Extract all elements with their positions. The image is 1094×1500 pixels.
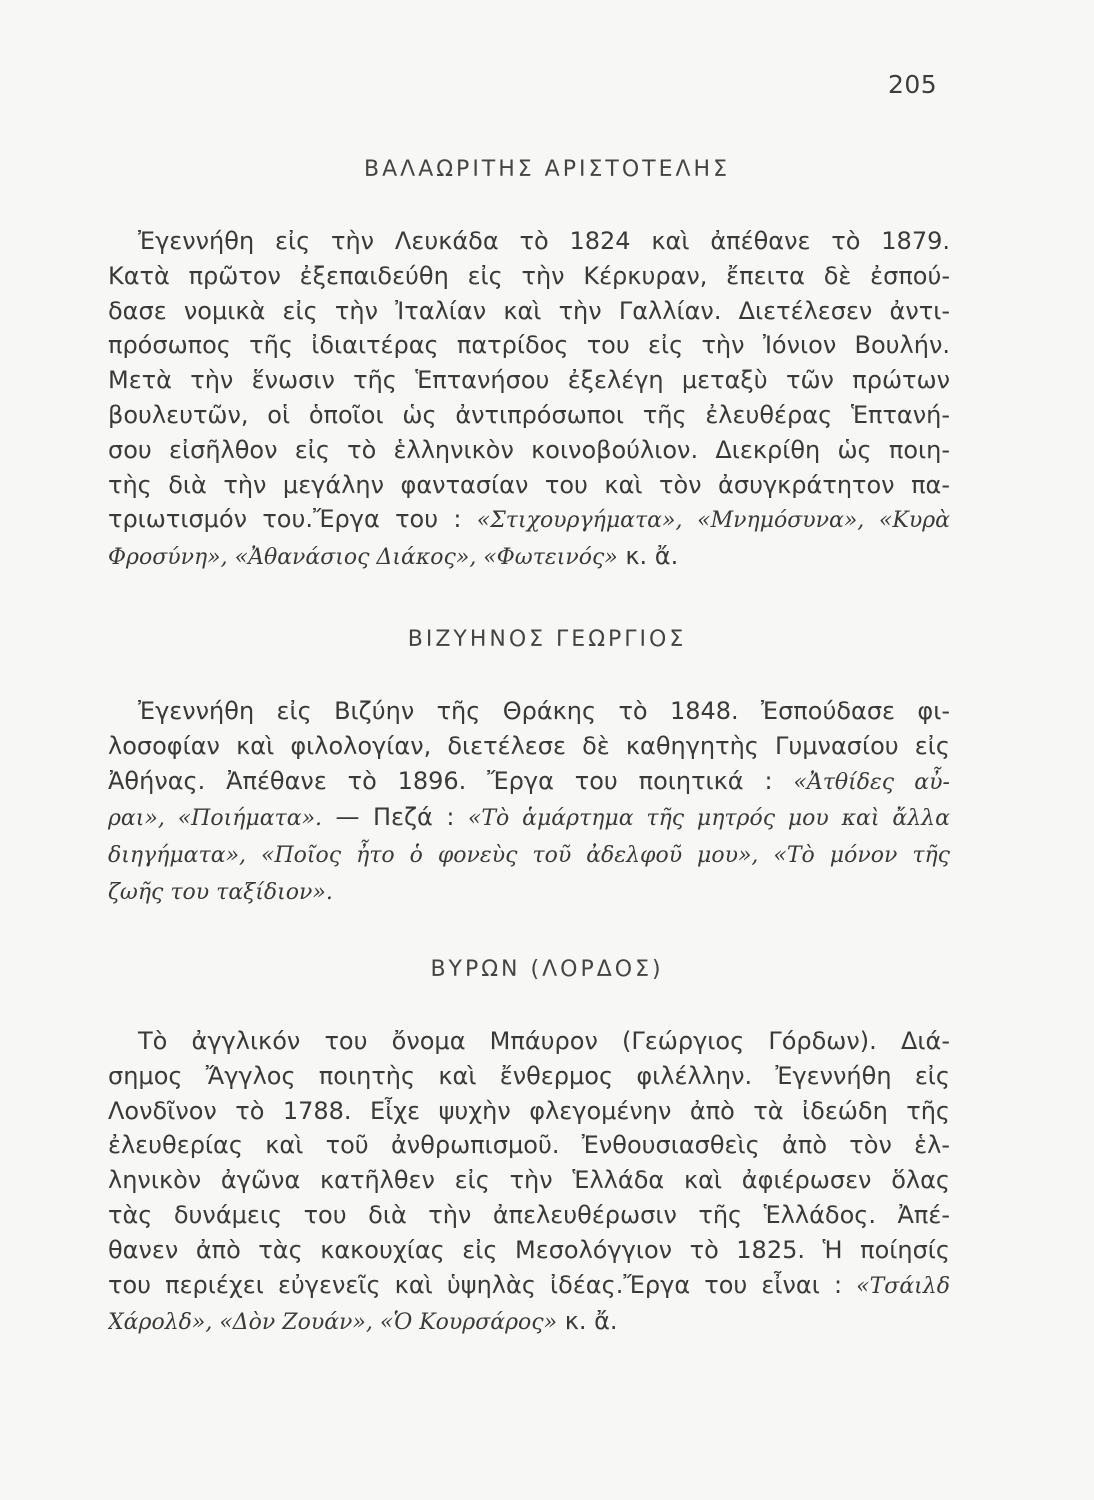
text-line xyxy=(108,539,950,576)
entry-body-vizyinos xyxy=(108,694,950,911)
text-line xyxy=(108,764,950,801)
text-segment: τριωτισμόν του.Ἔργα του : xyxy=(108,505,462,534)
text-line: θανεν ἀπὸ τὰς κακουχίας εἰς Μεσολόγγιον τὸ 1825. Ἡ ποίησίς xyxy=(108,1235,950,1264)
text-line: ἐλευθερίας καὶ τοῦ ἀνθρωπισμοῦ. Ἐνθουσιασθεὶς ἀπὸ τὸν ἑλ- xyxy=(108,1131,950,1160)
works-list: διηγήματα», «Ποῖος ἦτο ὁ φονεὺς τοῦ ἀδελφοῦ μου», «Τὸ μόνον τῆς xyxy=(108,843,950,869)
text-line: σου εἰσῆλθον εἰς τὸ ἑλληνικὸν κοινοβούλιον. Διεκρίθη ὡς ποιη- xyxy=(108,435,950,464)
text-segment: του περιέχει εὐγενεῖς καὶ ὑψηλὰς ἰδέας.Ἔργα του εἶναι : xyxy=(108,1270,843,1299)
text-line: Λονδῖνον τὸ 1788. Εἶχε ψυχὴν φλεγομένην ἀπὸ τὰ ἰδεώδη τῆς xyxy=(108,1096,950,1125)
text-segment: κ. ἄ. xyxy=(625,542,679,571)
text-line xyxy=(108,502,950,539)
entry-heading-vizyinos: ΒΙΖΥΗΝΟΣ ΓΕΩΡΓΙΟΣ xyxy=(407,627,687,652)
text-line: δασε νομικὰ εἰς τὴν Ἰταλίαν καὶ τὴν Γαλλίαν. Διετέλεσεν ἀντι- xyxy=(108,296,950,325)
text-line xyxy=(108,837,950,874)
text-line xyxy=(108,800,950,837)
text-segment: Ἀθήνας. Ἀπέθανε τὸ 1896. Ἔργα του ποιητικά : xyxy=(108,766,773,795)
text-line: Κατὰ πρῶτον ἐξεπαιδεύθη εἰς τὴν Κέρκυραν, ἔπειτα δὲ ἐσπού- xyxy=(108,261,950,290)
works-list: «Τσάιλδ xyxy=(856,1273,950,1299)
works-list: ζωῆς του ταξίδιον». xyxy=(108,879,333,905)
entry-body-valaoritis xyxy=(108,224,950,576)
page-number: 205 xyxy=(888,70,938,99)
text-segment: κ. ἄ. xyxy=(564,1307,618,1336)
text-line: Τὸ ἀγγλικόν του ὄνομα Μπάυρον (Γεώργιος Γόρδων). Διά- xyxy=(138,1027,950,1055)
text-line xyxy=(108,1304,950,1341)
works-list: Φροσύνη», «Ἀθανάσιος Διάκος», «Φωτεινός» xyxy=(108,545,618,571)
text-line: Μετὰ τὴν ἕνωσιν τῆς Ἑπτανήσου ἐξελέγη μεταξὺ τῶν πρώτων xyxy=(108,366,950,395)
works-list: «Τὸ ἁμάρτημα τῆς μητρός μου καὶ ἄλλα xyxy=(467,806,950,832)
entry-body-vyron xyxy=(108,1024,950,1341)
text-line: ληνικὸν ἀγῶνα κατῆλθεν εἰς τὴν Ἑλλάδα καὶ ἀφιέρωσεν ὅλας xyxy=(108,1166,950,1195)
text-line: Ἐγεννήθη εἰς τὴν Λευκάδα τὸ 1824 καὶ ἀπέθανε τὸ 1879. xyxy=(138,227,950,255)
works-list: «Ἀτθίδες αὖ- xyxy=(793,769,950,795)
text-line: πρόσωπος τῆς ἰδιαιτέρας πατρίδος του εἰς τὴν Ἰόνιον Βουλήν. xyxy=(108,331,950,360)
text-line: Ἐγεννήθη εἰς Βιζύην τῆς Θράκης τὸ 1848. Ἐσπούδασε φι- xyxy=(138,697,950,725)
text-line: λοσοφίαν καὶ φιλολογίαν, διετέλεσε δὲ καθηγητὴς Γυμνασίου εἰς xyxy=(108,731,950,760)
works-list: Χάρολδ», «Δὸν Ζουάν», «Ὁ Κουρσάρος» xyxy=(108,1310,558,1336)
text-line: τὴς διὰ τὴν μεγάλην φαντασίαν του καὶ τὸν ἀσυγκράτητον πα- xyxy=(108,470,950,499)
text-line: σημος Ἄγγλος ποιητὴς καὶ ἔνθερμος φιλέλλην. Ἐγεννήθη εἰς xyxy=(108,1061,950,1090)
text-line: βουλευτῶν, οἱ ὁποῖοι ὡς ἀντιπρόσωποι τῆς ἐλευθέρας Ἑπτανή- xyxy=(108,400,950,429)
text-line xyxy=(108,1268,950,1305)
entry-heading-valaoritis: ΒΑΛΑΩΡΙΤΗΣ ΑΡΙΣΤΟΤΕΛΗΣ xyxy=(364,157,730,182)
text-line: τὰς δυνάμεις του διὰ τὴν ἀπελευθέρωσιν τῆς Ἑλλάδος. Ἀπέ- xyxy=(108,1200,950,1229)
works-list: «Στιχουργήματα», «Μνημόσυνα», «Κυρὰ xyxy=(476,508,950,534)
works-list: ραι», «Ποιήματα». xyxy=(108,806,323,832)
entry-heading-vyron: ΒΥΡΩΝ (ΛΟΡΔΟΣ) xyxy=(430,957,664,982)
text-line xyxy=(108,874,950,911)
text-segment: — Πεζά : xyxy=(335,803,455,832)
